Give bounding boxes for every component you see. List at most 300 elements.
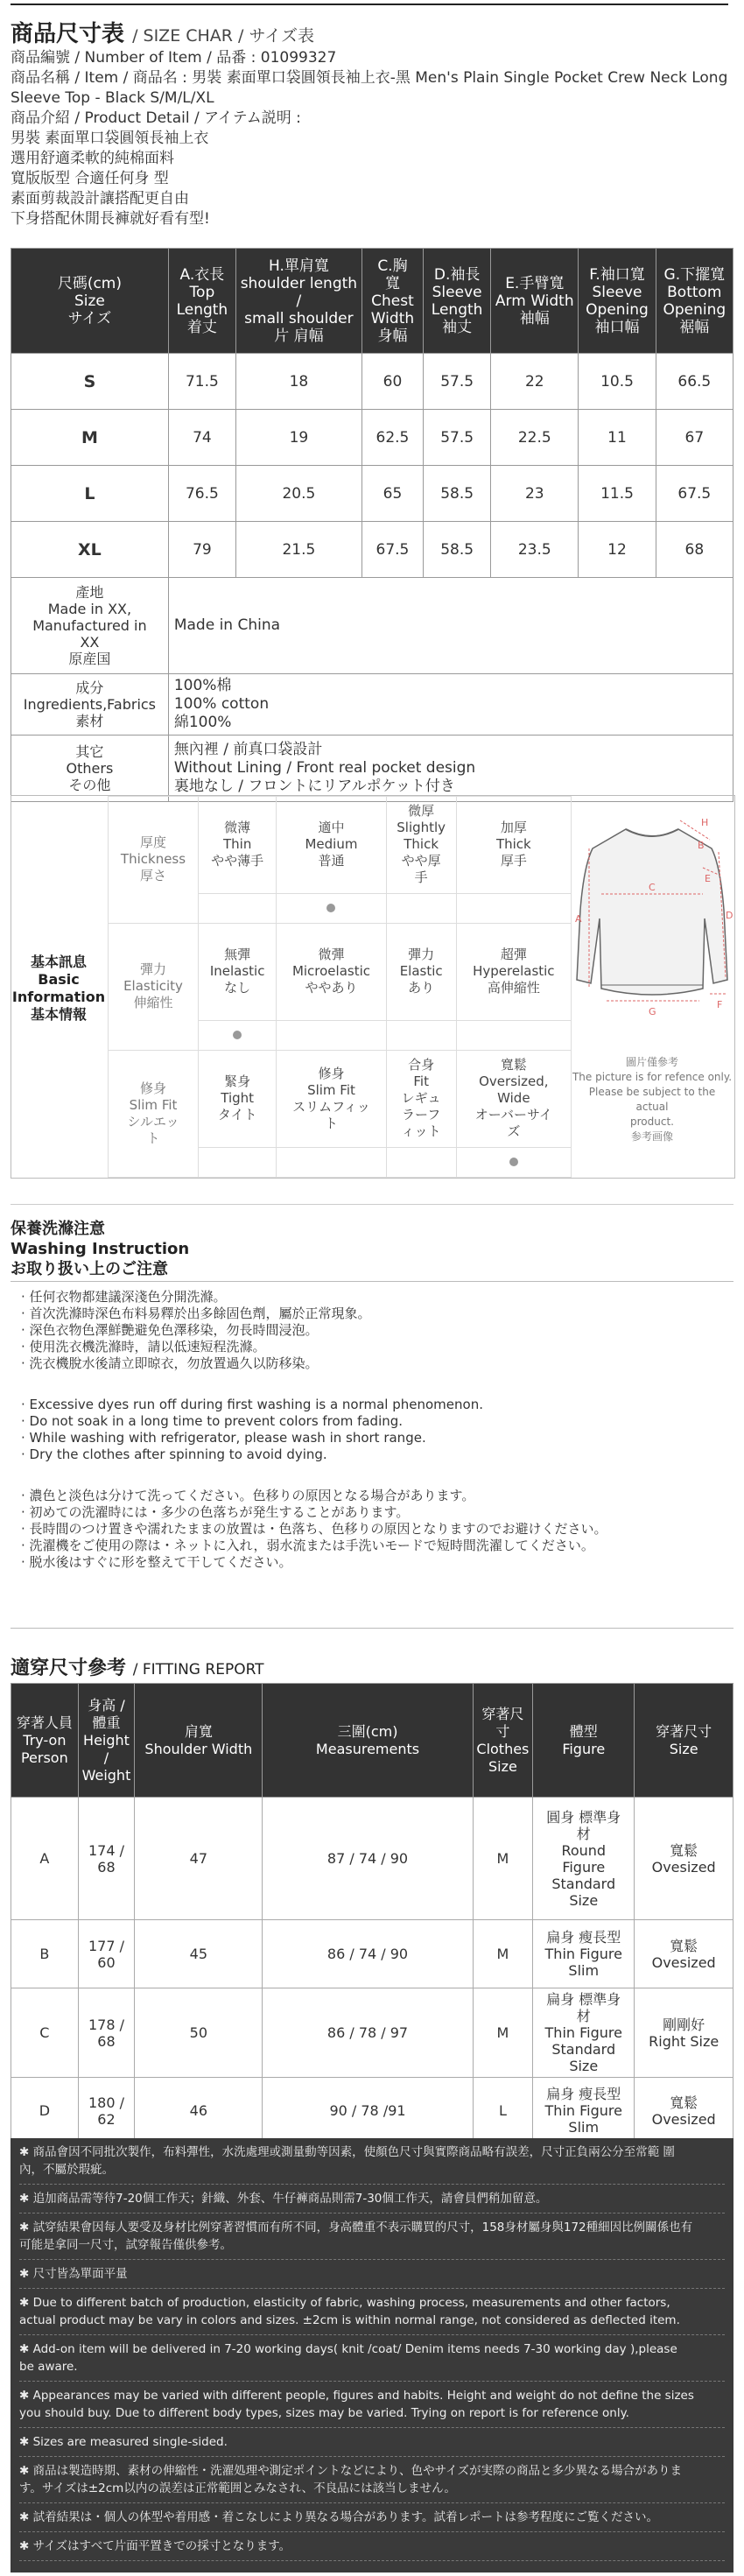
title-sub: / SIZE CHAR / サイズ表 bbox=[132, 26, 314, 46]
note-line: ✱ Sizes are measured single-sided. bbox=[19, 2435, 228, 2449]
fitting-title-main: 適穿尺寸參考 bbox=[11, 1658, 127, 1679]
clothes-size-cell: L bbox=[473, 2078, 533, 2144]
washing-group bbox=[11, 1488, 733, 1571]
washing-line: · 首次洗滌時深色布料易釋於出多餘固色劑，屬於正常現象。 bbox=[21, 1306, 371, 1321]
fitting-header-cell bbox=[533, 1684, 635, 1798]
hw-line: 60 bbox=[97, 1953, 116, 1971]
option-line: 彈力 bbox=[408, 947, 435, 963]
figure-line: 材 bbox=[576, 1825, 591, 1842]
marker-cell bbox=[199, 893, 277, 923]
info-value-line: Made in China bbox=[173, 616, 281, 634]
note-item bbox=[19, 2457, 725, 2503]
attribute-label-line: 伸縮性 bbox=[133, 995, 173, 1011]
header-line: サイズ bbox=[67, 309, 112, 327]
info-line: Sleeve Top - Black S/M/L/XL bbox=[11, 89, 214, 107]
figure-line: Slim bbox=[568, 1962, 600, 1979]
person-cell: B bbox=[11, 1920, 79, 1988]
size-value: 58.5 bbox=[424, 466, 491, 522]
option-line: ややあり bbox=[305, 980, 358, 996]
header-line: Weight bbox=[81, 1766, 131, 1784]
info-label-line: 其它 bbox=[75, 743, 104, 760]
note-item bbox=[19, 2214, 725, 2260]
clothes-size-cell: M bbox=[473, 1920, 533, 1988]
hw-line: 68 bbox=[97, 2032, 116, 2050]
hw-line: 174 / bbox=[88, 1841, 124, 1859]
header-line: 袖口幅 bbox=[594, 318, 640, 336]
figure-line: Thin Figure bbox=[544, 2102, 622, 2119]
info-value bbox=[168, 735, 733, 802]
attribute-option bbox=[386, 923, 456, 1020]
header-line: 身高 / bbox=[88, 1696, 125, 1714]
caption-line: 圖片僅參考 bbox=[625, 1056, 678, 1068]
fitting-title-sub: / FITTING REPORT bbox=[132, 1661, 264, 1679]
figure-line: 扁身 瘦長型 bbox=[546, 1929, 621, 1946]
attribute-label-line: Elasticity bbox=[123, 978, 183, 995]
fitting-header-cell bbox=[11, 1684, 79, 1798]
fit-cell bbox=[635, 1988, 733, 2078]
top-rule bbox=[11, 4, 728, 5]
option-line: 高伸縮性 bbox=[487, 980, 540, 996]
fitting-row bbox=[11, 1798, 733, 1920]
size-value: 23.5 bbox=[491, 522, 579, 578]
washing-line: · While washing with refrigerator, please wash in short range. bbox=[21, 1430, 426, 1446]
size-header-cell bbox=[579, 249, 656, 354]
fitting-header-cell bbox=[635, 1684, 733, 1798]
option-line: 寬鬆 bbox=[500, 1057, 527, 1073]
attribute-option bbox=[199, 797, 277, 894]
person-cell: C bbox=[11, 1988, 79, 2078]
label-h: H bbox=[701, 817, 709, 828]
height-weight-cell bbox=[78, 1798, 135, 1920]
fitting-header-row bbox=[11, 1684, 733, 1798]
option-line: 微薄 bbox=[224, 820, 251, 836]
option-line: Thin bbox=[222, 836, 252, 853]
info-value bbox=[168, 578, 733, 674]
note-line: ✱ 商品は製造時期、素材の伸縮性・洗濯処理や測定ポイントなどにより、色やサイズが実際の商品と多少異なる場合がありま bbox=[19, 2464, 683, 2478]
marker-cell bbox=[386, 1147, 456, 1177]
info-label bbox=[11, 674, 169, 735]
option-line: Elastic bbox=[399, 963, 443, 980]
info-line: 商品編號 / Number of Item / 品番 : 01099327 bbox=[11, 49, 337, 67]
note-line: す。サイズは±2cm以内の誤差は正常範囲とみなされ、不良品には該当しません。 bbox=[19, 2481, 456, 2495]
info-line: 素面剪裁設計讓搭配更自由 bbox=[11, 190, 189, 208]
header-line: 肩寬 bbox=[184, 1722, 213, 1740]
attribute-label-line: Slim Fit bbox=[129, 1096, 178, 1113]
caption-line: Please be subject to the actual bbox=[588, 1086, 716, 1113]
fit-line: 寬鬆 bbox=[670, 2094, 698, 2111]
product-info-lines bbox=[11, 48, 733, 229]
note-item bbox=[19, 2335, 725, 2382]
label-g: G bbox=[649, 1006, 656, 1017]
shoulder-cell: 50 bbox=[135, 1988, 263, 2078]
note-item bbox=[19, 2260, 725, 2289]
fit-line: Ovesized bbox=[651, 2110, 716, 2128]
size-value: 71.5 bbox=[168, 354, 235, 410]
attribute-label bbox=[109, 1050, 199, 1177]
fit-line: 寬鬆 bbox=[670, 1937, 698, 1954]
washing-group bbox=[11, 1289, 733, 1372]
caption-line: product. bbox=[630, 1116, 674, 1128]
header-line: Opening bbox=[586, 300, 649, 319]
person-cell: A bbox=[11, 1798, 79, 1920]
note-item bbox=[19, 2289, 725, 2335]
selected-dot-icon bbox=[233, 1031, 242, 1039]
info-row bbox=[11, 578, 733, 674]
header-line: Arm Width bbox=[495, 292, 574, 310]
option-line: Wide bbox=[497, 1090, 530, 1107]
shoulder-cell: 46 bbox=[135, 2078, 263, 2144]
washing-line: · Dry the clothes after spinning to avoid dying. bbox=[21, 1446, 327, 1462]
attribute-label bbox=[109, 923, 199, 1050]
size-header-cell bbox=[11, 249, 169, 354]
info-value-line: 100% cotton bbox=[173, 695, 270, 713]
basic-info-label bbox=[11, 954, 106, 1024]
figure-line: 圓身 標準身 bbox=[546, 1808, 621, 1826]
size-row bbox=[11, 522, 733, 578]
washing-line: · Excessive dyes run off during first washing is a normal phenomenon. bbox=[21, 1397, 483, 1412]
header-line: 片 肩幅 bbox=[274, 327, 324, 345]
size-value: 57.5 bbox=[424, 354, 491, 410]
size-header-cell bbox=[491, 249, 579, 354]
note-line: ✱ サイズはすべて片面平置きでの採寸となります。 bbox=[19, 2539, 291, 2553]
figure-line: Round bbox=[561, 1841, 607, 1859]
header-line: 穿著尺 bbox=[481, 1705, 524, 1722]
size-value: 67 bbox=[656, 410, 733, 466]
size-header-cell bbox=[656, 249, 733, 354]
fit-line: Right Size bbox=[649, 2032, 719, 2050]
info-label-line: その他 bbox=[68, 777, 111, 793]
figure-line: Thin Figure bbox=[544, 2024, 622, 2041]
header-line: / bbox=[103, 1749, 109, 1766]
washing-line: · 洗濯機をご使用の際は・ネットに入れ，弱水流または手洗いモードで短時間洗濯してください。 bbox=[21, 1538, 594, 1553]
info-line: 商品名稱 / Item / 商品名 : 男裝 素面單口袋圓領長袖上衣-黑 Men's Plain Single Pocket Crew Neck Long bbox=[11, 69, 728, 87]
measurements-cell: 90 / 78 /91 bbox=[263, 2078, 473, 2144]
size-value: 65 bbox=[361, 466, 423, 522]
caption-line: 参考画像 bbox=[630, 1130, 673, 1143]
info-label-line: 成分 bbox=[75, 679, 104, 696]
washing-section bbox=[11, 1204, 733, 1570]
info-line: 商品介紹 / Product Detail / アイテム説明 : bbox=[11, 109, 301, 127]
washing-list bbox=[11, 1281, 733, 1629]
header-line: F.袖口寬 bbox=[589, 265, 645, 284]
figure-line: Figure bbox=[562, 1858, 606, 1876]
fitting-table bbox=[11, 1683, 733, 2144]
header-line: Top bbox=[189, 283, 215, 301]
note-line: ✱ Add-on item will be delivered in 7-20 working days( knit /coat/ Denim items needs 7-30 working day ),please bbox=[19, 2342, 677, 2356]
figure-line: Slim bbox=[568, 2119, 600, 2136]
fitting-row bbox=[11, 2078, 733, 2144]
header-line: C.胸 bbox=[377, 257, 408, 275]
fit-line: Ovesized bbox=[651, 1953, 716, 1971]
washing-title bbox=[11, 1219, 733, 1279]
basic-label-line: Information bbox=[11, 989, 106, 1005]
hw-line: 177 / bbox=[88, 1937, 124, 1954]
size-value: 67.5 bbox=[656, 466, 733, 522]
header-line: Bottom bbox=[667, 283, 722, 301]
option-line: Inelastic bbox=[209, 963, 265, 980]
fitting-row bbox=[11, 1988, 733, 2078]
label-a: A bbox=[575, 913, 582, 925]
product-header bbox=[11, 16, 733, 229]
option-line: やや厚 bbox=[401, 853, 441, 869]
info-label bbox=[11, 735, 169, 802]
washing-line: · 深色衣物色澤鮮艷避免色澤移染，勿長時間浸泡。 bbox=[21, 1322, 319, 1338]
size-value: 22 bbox=[491, 354, 579, 410]
attribute-option bbox=[386, 1050, 456, 1147]
marker-cell bbox=[456, 1020, 571, 1050]
header-line: Height bbox=[83, 1731, 130, 1749]
attribute-label-line: 厚さ bbox=[139, 868, 166, 884]
option-line: 厚手 bbox=[500, 853, 527, 869]
marker-cell bbox=[199, 1020, 277, 1050]
size-header-cell bbox=[424, 249, 491, 354]
fitting-row bbox=[11, 1920, 733, 1988]
info-label-line: Others bbox=[66, 760, 114, 777]
hw-line: 68 bbox=[97, 1858, 116, 1876]
option-line: Hyperelastic bbox=[473, 963, 555, 980]
washing-line: · 使用洗衣機洗滌時，請以低速短程洗滌。 bbox=[21, 1339, 266, 1355]
figure-line: Size bbox=[569, 2058, 599, 2074]
note-line: ✱ Due to different batch of production, elasticity of fabric, washing process, measurements and other factors, bbox=[19, 2296, 670, 2310]
size-table bbox=[11, 248, 733, 802]
attribute-options-row bbox=[109, 923, 572, 1020]
fit-line: Ovesized bbox=[651, 1858, 716, 1876]
clothes-size-cell: M bbox=[473, 1798, 533, 1920]
size-value: 10.5 bbox=[579, 354, 656, 410]
person-cell: D bbox=[11, 2078, 79, 2144]
size-label: XL bbox=[11, 522, 169, 578]
selected-dot-icon bbox=[326, 904, 335, 912]
size-header-cell bbox=[361, 249, 423, 354]
fitting-header-cell bbox=[135, 1684, 263, 1798]
header-line: 寸 bbox=[495, 1722, 510, 1740]
option-line: レギュ bbox=[401, 1090, 441, 1107]
size-value: 66.5 bbox=[656, 354, 733, 410]
header-line: Width bbox=[370, 309, 415, 327]
washing-title-line: 保養洗滌注意 bbox=[11, 1220, 105, 1238]
basic-label-line: Basic bbox=[38, 971, 80, 988]
header-line: 穿著尺寸 bbox=[656, 1722, 712, 1740]
label-f: F bbox=[717, 999, 723, 1010]
option-line: Tight bbox=[221, 1090, 255, 1107]
option-line: Medium bbox=[305, 836, 358, 853]
size-row bbox=[11, 410, 733, 466]
option-line: ラーフ bbox=[402, 1107, 441, 1123]
option-line: 微厚 bbox=[408, 803, 435, 820]
basic-info-section bbox=[11, 795, 735, 1179]
header-line: Chest bbox=[371, 292, 414, 310]
option-line: ズ bbox=[507, 1123, 521, 1140]
height-weight-cell bbox=[78, 1988, 135, 2078]
info-label-line: Made in XX, bbox=[47, 601, 132, 617]
option-line: Slightly bbox=[397, 820, 446, 836]
attribute-option bbox=[277, 797, 386, 894]
header-line: 穿著人員 bbox=[16, 1714, 73, 1731]
attribute-label-line: 彈力 bbox=[139, 961, 166, 978]
figure-line: Thin Figure bbox=[544, 1946, 622, 1962]
option-line: なし bbox=[224, 980, 251, 996]
option-line: Fit bbox=[413, 1073, 429, 1090]
size-value: 74 bbox=[168, 410, 235, 466]
figure-line: 扁身 瘦長型 bbox=[546, 2086, 621, 2102]
measurements-cell: 86 / 74 / 90 bbox=[263, 1920, 473, 1988]
header-line: Shoulder Width bbox=[144, 1740, 253, 1757]
attribute-label-line: Thickness bbox=[120, 851, 186, 868]
attribute-option bbox=[456, 923, 571, 1020]
info-value-line: Without Lining / Front real pocket design bbox=[173, 759, 476, 777]
note-line: 可能是拿同一尺寸，試穿報告僅供參考。 bbox=[19, 2238, 232, 2252]
height-weight-cell bbox=[78, 1920, 135, 1988]
fit-cell bbox=[635, 1798, 733, 1920]
option-line: 普通 bbox=[318, 853, 345, 869]
size-header-row bbox=[11, 249, 733, 354]
figure-cell bbox=[533, 1798, 635, 1920]
header-line: 尺碼(cm) bbox=[57, 274, 122, 292]
info-line: 選用舒適柔軟的純棉面料 bbox=[11, 150, 174, 167]
note-item bbox=[19, 2503, 725, 2532]
selected-dot-icon bbox=[509, 1158, 518, 1166]
size-value: 20.5 bbox=[235, 466, 361, 522]
header-line: H.單肩寬 bbox=[268, 257, 329, 275]
header-line: Sleeve bbox=[592, 283, 642, 301]
option-line: 加厚 bbox=[500, 820, 527, 836]
marker-cell bbox=[277, 1147, 386, 1177]
option-line: オーバーサイ bbox=[474, 1107, 552, 1123]
header-line: 寬 bbox=[384, 274, 400, 292]
size-value: 23 bbox=[491, 466, 579, 522]
size-chart-title bbox=[11, 16, 733, 48]
header-line: Opening bbox=[663, 300, 726, 319]
option-line: 緊身 bbox=[224, 1073, 251, 1090]
option-line: タイト bbox=[217, 1107, 257, 1123]
attribute-option bbox=[386, 797, 456, 894]
washing-line: · 長時間のつけ置きや濡れたままの放置は・色落ち、色移りの原因となりますのでお避けください。 bbox=[21, 1521, 607, 1537]
basic-label-line: 基本情報 bbox=[30, 1006, 87, 1023]
washing-line: · 任何衣物都建議深淺色分開洗滌。 bbox=[21, 1289, 227, 1305]
header-line: Length bbox=[176, 300, 228, 319]
attribute-label-line: ト bbox=[146, 1130, 160, 1146]
option-line: 手 bbox=[414, 869, 428, 886]
figure-line: 扁身 標準身 bbox=[546, 1991, 621, 2008]
header-line: Try-on bbox=[23, 1731, 67, 1749]
header-line: Clothes bbox=[476, 1740, 530, 1757]
fitting-header-cell bbox=[78, 1684, 135, 1798]
size-header-cell bbox=[235, 249, 361, 354]
size-header-cell bbox=[168, 249, 235, 354]
basic-label-line: 基本訊息 bbox=[30, 954, 87, 970]
attribute-option bbox=[277, 1050, 386, 1147]
info-label-line: 原産国 bbox=[68, 651, 111, 667]
size-value: 68 bbox=[656, 522, 733, 578]
header-line: G.下擺寬 bbox=[663, 265, 726, 284]
info-row bbox=[11, 735, 733, 802]
notes-section bbox=[11, 2138, 733, 2572]
size-value: 62.5 bbox=[361, 410, 423, 466]
hw-line: 178 / bbox=[88, 2016, 124, 2033]
attribute-label bbox=[109, 797, 199, 924]
washing-group bbox=[11, 1397, 733, 1463]
size-label: M bbox=[11, 410, 169, 466]
note-line: ✱ 尺寸皆為單面平量 bbox=[19, 2267, 128, 2281]
fitting-title bbox=[11, 1653, 264, 1680]
header-line: Sleeve bbox=[432, 283, 482, 301]
note-line: you should buy. Due to different body types, sizes may be varied. Trying on report is for reference only. bbox=[19, 2406, 629, 2420]
size-value: 19 bbox=[235, 410, 361, 466]
option-line: Oversized, bbox=[479, 1073, 549, 1090]
header-line: Length bbox=[431, 300, 483, 319]
option-line: あり bbox=[408, 980, 435, 996]
figure-cell bbox=[533, 1920, 635, 1988]
option-line: 修身 bbox=[318, 1065, 345, 1081]
info-value-line: 無內裡 / 前真口袋設計 bbox=[173, 741, 323, 758]
option-line: 合身 bbox=[408, 1057, 435, 1073]
label-d: D bbox=[726, 910, 733, 921]
fitting-header-cell bbox=[263, 1684, 473, 1798]
marker-cell bbox=[277, 1020, 386, 1050]
info-line: 寬版版型 合適任何身 型 bbox=[11, 170, 169, 187]
attribute-option bbox=[199, 1050, 277, 1147]
header-line: 三圍(cm) bbox=[337, 1722, 398, 1740]
hw-line: 180 / bbox=[88, 2094, 124, 2111]
size-value: 22.5 bbox=[491, 410, 579, 466]
washing-title-line: Washing Instruction bbox=[11, 1240, 190, 1258]
info-label-line: XX bbox=[80, 634, 100, 651]
size-value: 76.5 bbox=[168, 466, 235, 522]
option-line: スリムフィッ bbox=[292, 1098, 370, 1115]
option-line: ト bbox=[324, 1115, 338, 1131]
info-label-line: Ingredients,Fabrics bbox=[23, 696, 157, 713]
size-value: 11 bbox=[579, 410, 656, 466]
note-line: ✱ Appearances may be varied with different people, figures and habits. Height and weight do not define the sizes bbox=[19, 2389, 694, 2403]
size-value: 60 bbox=[361, 354, 423, 410]
fit-cell bbox=[635, 1920, 733, 1988]
note-line: ✱ 試穿結果會因每人要受及身材比例穿著習慣而有所不同，身高體重不表示購買的尺寸，158身材屬身與172種細因比例關係也有 bbox=[19, 2221, 693, 2235]
washing-line: · 脱水後はすぐに形を整えて干してください。 bbox=[21, 1554, 292, 1570]
measurements-cell: 86 / 78 / 97 bbox=[263, 1988, 473, 2078]
note-line: ✱ 追加商品需等待7-20個工作天；針織、外套、牛仔褲商品則需7-30個工作天，請會員們稍加留意。 bbox=[19, 2192, 548, 2206]
header-line: 袖丈 bbox=[442, 318, 473, 336]
header-line: A.衣長 bbox=[179, 265, 225, 284]
caption-line: The picture is for refence only. bbox=[572, 1071, 733, 1083]
header-line: 裾幅 bbox=[679, 318, 710, 336]
option-line: ィット bbox=[401, 1123, 441, 1140]
note-item bbox=[19, 2138, 725, 2185]
measurements-cell: 87 / 74 / 90 bbox=[263, 1798, 473, 1920]
marker-cell bbox=[456, 1147, 571, 1177]
option-line: やや薄手 bbox=[211, 853, 264, 869]
marker-cell bbox=[277, 893, 386, 923]
info-label-line: Manufactured in bbox=[32, 617, 147, 634]
attribute-option bbox=[277, 923, 386, 1020]
note-item bbox=[19, 2532, 725, 2561]
option-line: 無彈 bbox=[224, 947, 251, 963]
note-line: ✱ 試着結果は・個人の体型や着用感・着こなしにより異なる場合があります。試着レポートは参考程度にご覧ください。 bbox=[19, 2510, 659, 2524]
size-value: 18 bbox=[235, 354, 361, 410]
header-line: 體重 bbox=[92, 1714, 121, 1731]
info-value-line: 綿100% bbox=[173, 714, 232, 731]
washing-title-line: お取り扱い上のご注意 bbox=[11, 1260, 168, 1278]
sweater-diagram-icon bbox=[572, 813, 733, 1024]
washing-line: · 洗衣機脫水後請立即晾衣，勿放置過久以防移染。 bbox=[21, 1355, 319, 1371]
diagram-caption bbox=[572, 1055, 733, 1144]
figure-line: Standard bbox=[551, 1875, 616, 1892]
fitting-header-cell bbox=[473, 1684, 533, 1798]
size-label: S bbox=[11, 354, 169, 410]
option-line: 適中 bbox=[318, 820, 345, 836]
info-label bbox=[11, 578, 169, 674]
title-main: 商品尺寸表 bbox=[11, 21, 125, 47]
figure-cell bbox=[533, 1988, 635, 2078]
